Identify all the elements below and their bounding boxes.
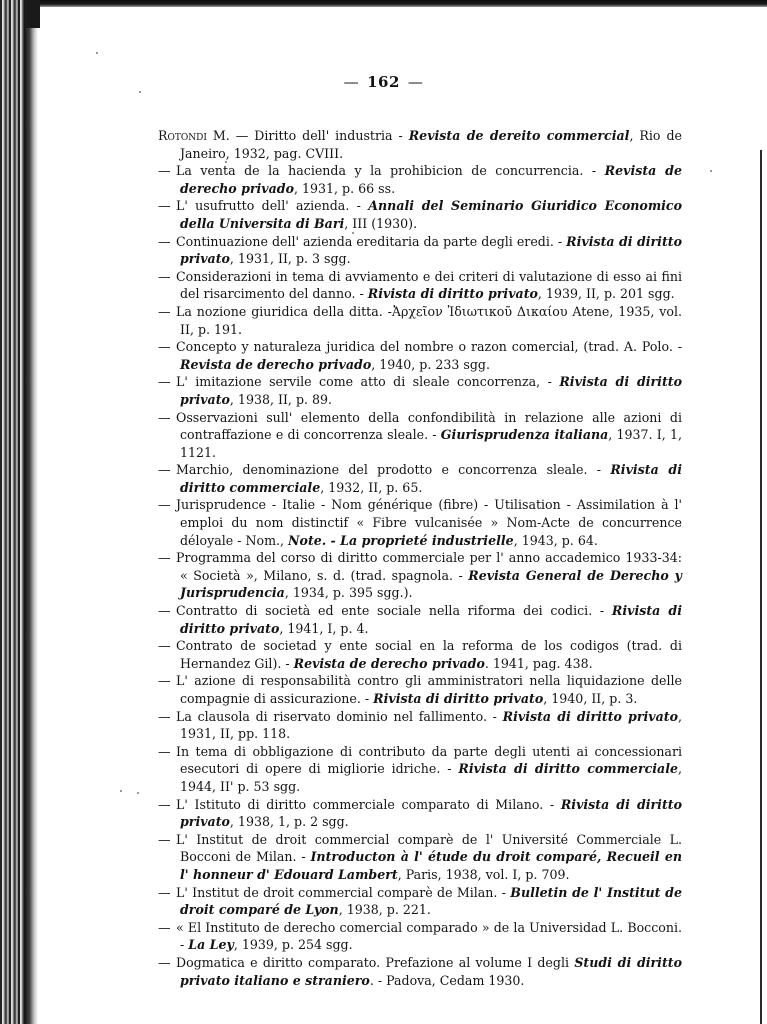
entry-details: . 1941, pag. 438. (484, 655, 593, 671)
entry-ditto-dash: — (158, 303, 171, 319)
bibliography-entry (158, 461, 682, 496)
entry-source: Revista de derecho privado (293, 655, 485, 671)
entry-title: Dogmatica e diritto comparato. Prefazione al volume I degli (176, 954, 575, 970)
page-number-dash-left: — (343, 73, 360, 91)
entry-title: La clausola di riservato dominio nel fallimento. - (176, 708, 503, 724)
entry-details: , 1934, p. 395 sgg.). (284, 585, 413, 601)
entry-details: , 1938, 1, p. 2 sgg. (229, 814, 349, 830)
bibliography-entry (158, 162, 682, 197)
bibliography-entry (158, 409, 682, 462)
entry-ditto-dash: — (158, 374, 171, 390)
entry-source: Revista de derecho privado (180, 163, 682, 196)
entry-details: , 1931, p. 66 ss. (293, 180, 396, 196)
entry-ditto-dash: — (158, 233, 171, 249)
bibliography-entry (158, 549, 682, 602)
entry-source: Rivista di diritto commerciale (458, 761, 678, 777)
entry-details: , 1939, p. 254 sgg. (233, 937, 353, 953)
scan-speck (96, 52, 98, 54)
entry-title: Diritto dell' industria - (254, 128, 409, 143)
entry-source: Rivista di diritto privato (180, 603, 682, 636)
entry-ditto-dash: — (158, 198, 171, 214)
bibliography-entry (158, 796, 682, 831)
entry-title: « El Instituto de derecho comercial comparado » de la Universidad L. Bocconi. - (176, 919, 682, 953)
entry-title: L' Istituto di diritto commerciale comparato di Milano. - (176, 796, 561, 812)
entry-details: . - Padova, Cedam 1930. (369, 972, 525, 988)
scan-speck (139, 91, 141, 93)
entry-title: Contratto di società ed ente sociale nella riforma dei codici. - (176, 603, 612, 619)
entry-ditto-dash: — (158, 884, 171, 900)
entry-ditto-dash: — (158, 268, 171, 284)
entry-ditto-dash: — (158, 462, 171, 478)
entry-details: , 1940, II, p. 3. (543, 691, 638, 706)
entry-details: , 1938, p. 221. (338, 902, 431, 918)
entry-ditto-dash: — (158, 603, 171, 619)
entry-ditto-dash: — (158, 954, 171, 970)
entry-ditto-dash: — (158, 409, 171, 425)
entry-source: Revista General de Derecho y Jurisprudencia (180, 567, 682, 601)
entry-source: Rivista di diritto privato (180, 233, 683, 267)
entry-ditto-dash: — (158, 831, 171, 847)
page-number (0, 73, 767, 91)
entry-title: Contrato de societad y ente social en la reforma de los codigos (trad. di Hernandez Gil). - (176, 638, 682, 671)
entry-title: Marchio, denominazione del prodotto e concorrenza sleale. - (176, 462, 611, 478)
bibliography-list (158, 127, 682, 989)
entry-source: Note. - La proprieté industrielle (288, 532, 514, 548)
entry-ditto-dash: — (158, 497, 171, 513)
entry-details: , 1938, II, p. 89. (229, 391, 333, 407)
entry-source: Rivista di diritto privato (373, 691, 544, 706)
entry-title: L' imitazione servile come atto di sleale concorrenza, - (176, 374, 560, 390)
entry-details: , 1941, I, p. 4. (279, 620, 369, 636)
binding-shadow (24, 0, 38, 1024)
entry-title: Jurisprudence - Italie - Nom générique (fibre) - Utilisation - Assimilation à l' emploi du nom distinctif « Fibre vulcanisée » Nom-Acte de concurrence déloyale - Nom., (176, 497, 682, 548)
entry-source: Rivista di diritto privato (367, 286, 538, 302)
page-number-value: 162 (367, 73, 400, 91)
page-number-dash-right: — (407, 73, 424, 91)
entry-author: Rotondi M. (158, 128, 230, 143)
bibliography-entry (158, 338, 682, 373)
entry-title: L' Institut de droit commercial comparè de Milan. - (176, 884, 511, 900)
entry-ditto-dash: — (158, 919, 171, 935)
entry-title: L' Institut de droit commercial comparè de l' Université Commerciale L. Bocconi de Milan. - (176, 831, 682, 865)
bibliography-entry (158, 708, 682, 743)
entry-details: , Paris, 1938, vol. I, p. 709. (397, 866, 570, 882)
bibliography-entry (158, 127, 682, 162)
entry-source: Introducton à l' étude du droit comparé, Recueil en l' honneur d' Edouard Lambert (180, 849, 682, 882)
entry-details: , 1940, p. 233 sgg. (371, 356, 490, 372)
bibliography-entry (158, 954, 682, 989)
entry-source: La Ley (188, 937, 234, 953)
entry-ditto-dash: — (158, 796, 171, 812)
entry-details: , III (1930). (344, 215, 418, 231)
entry-title: Programma del corso di diritto commerciale per l' anno accademico 1933-34: « Società », Milano, s. d. (trad. spagnola. - (176, 550, 682, 583)
entry-source: Revista de derecho privado (180, 356, 372, 372)
bibliography-entry (158, 919, 682, 954)
bibliography-entry (158, 672, 682, 707)
bibliography-entry (158, 831, 682, 884)
entry-separator: — (229, 128, 255, 143)
scanned-corner (26, 0, 40, 28)
entry-details: , Rio de Janeiro, 1932, pag. CVIII. (180, 128, 682, 161)
entry-ditto-dash: — (158, 339, 171, 355)
entry-ditto-dash: — (158, 673, 171, 689)
entry-details: , 1932, II, p. 65. (320, 479, 423, 495)
entry-title: L' azione di responsabilità contro gli amministratori nella liquidazione delle compagnie di assicurazione. - (176, 673, 682, 706)
bibliography-entry (158, 602, 682, 637)
scanned-top-edge (26, 0, 767, 7)
bibliography-entry (158, 637, 682, 672)
entry-ditto-dash: — (158, 638, 171, 654)
bibliography-entry (158, 743, 682, 796)
entry-title: Continuazione dell' azienda ereditaria da parte degli eredi. - (176, 233, 567, 249)
entry-source: Studi di diritto privato italiano e straniero (180, 954, 682, 988)
entry-source: Rivista di diritto privato (180, 374, 682, 407)
bibliography-entry (158, 233, 682, 268)
bibliography-entry (158, 373, 682, 408)
entry-title: In tema di obbligazione di contributo da parte degli utenti ai concessionari esecutori di opere di migliorie idriche. - (176, 743, 682, 777)
entry-title: L' usufrutto dell' azienda. - (176, 198, 369, 214)
scan-speck (137, 792, 139, 794)
scan-speck (710, 170, 712, 172)
entry-details: , 1944, II' p. 53 sgg. (180, 761, 683, 794)
entry-title: Concepto y naturaleza juridica del nombre o razon comercial, (trad. A. Polo. - (176, 339, 682, 355)
scan-speck (120, 790, 122, 792)
entry-source: Rivista di diritto privato (502, 708, 678, 724)
bibliography-entry (158, 496, 682, 549)
entry-details: , 1937. I, 1, 1121. (180, 427, 683, 460)
bibliography-entry (158, 303, 682, 338)
scanned-right-edge (760, 150, 762, 1024)
bibliography-entry (158, 268, 682, 303)
entry-source: Giurisprudenza italiana (440, 427, 609, 443)
entry-title: La nozione giuridica della ditta. -Ἀρχεῖον Ἰδιωτικοῦ Δικαίου Atene, 1935, vol. II, p. 191. (176, 303, 682, 337)
bibliography-entry (158, 197, 682, 232)
entry-source: Revista de dereito commercial (408, 128, 630, 143)
entry-ditto-dash: — (158, 163, 171, 179)
entry-ditto-dash: — (158, 708, 171, 724)
entry-title: Osservazioni sull' elemento della confondibilità in relazione alle azioni di contraffazione e di concorrenza sleale. - (176, 409, 682, 443)
entry-source: Rivista di diritto privato (180, 796, 682, 830)
entry-source: Bulletin de l' Institut de droit comparé de Lyon (180, 884, 682, 918)
entry-details: , 1931, II, pp. 118. (180, 708, 682, 742)
entry-title: Considerazioni in tema di avviamento e dei criteri di valutazione di esso ai fini del risarcimento del danno. - (176, 268, 682, 302)
entry-ditto-dash: — (158, 550, 171, 566)
bibliography-entry (158, 884, 682, 919)
entry-details: , 1931, II, p. 3 sgg. (229, 251, 351, 267)
entry-details: , 1939, II, p. 201 sgg. (537, 286, 675, 302)
entry-title: La venta de la hacienda y la prohibicion de concurrencia. - (176, 163, 605, 179)
entry-ditto-dash: — (158, 743, 171, 759)
entry-details: , 1943, p. 64. (513, 532, 598, 548)
entry-source: Annali del Seminario Giuridico Economico della Universita di Bari (180, 198, 682, 231)
entry-source: Rivista di diritto commerciale (180, 462, 682, 495)
